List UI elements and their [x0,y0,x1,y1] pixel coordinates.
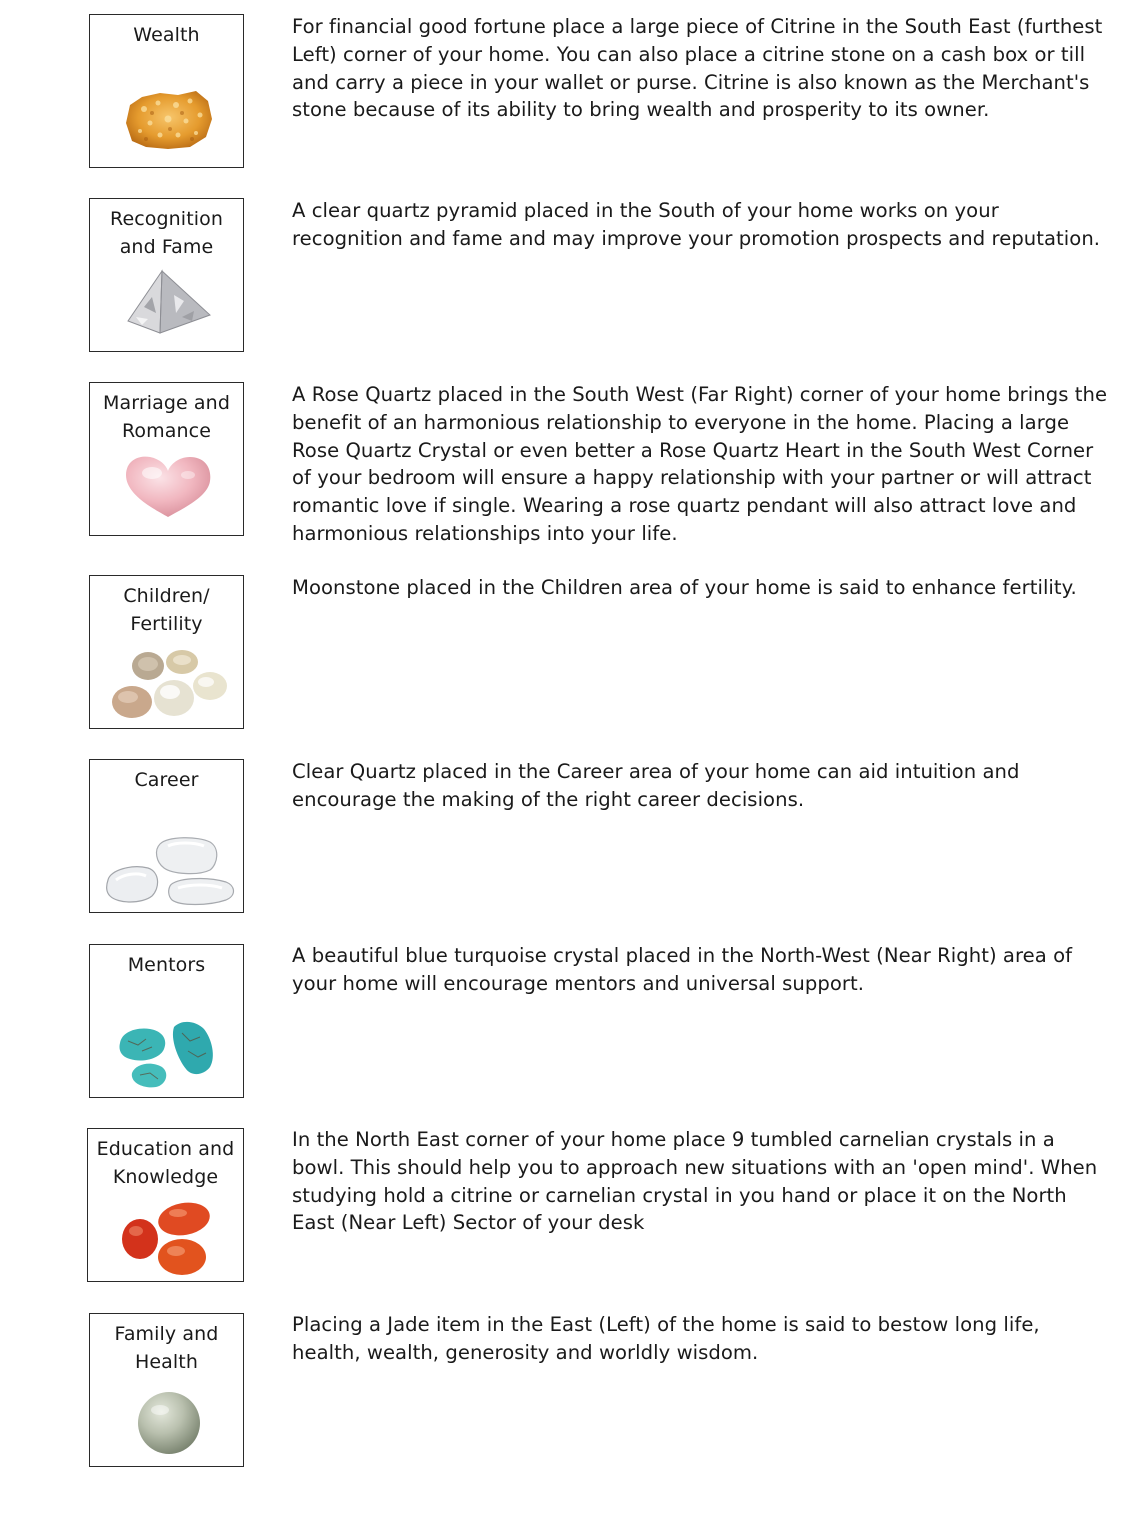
card-career [89,759,244,913]
card-title: Marriage and Romance [103,392,230,442]
description-recognition-fame: A clear quartz pyramid placed in the South of your home works on your recognition and fame and may improve your promotion prospects and reputation. [292,199,1101,250]
rose-quartz-heart-icon [120,451,216,523]
moonstones-icon [106,642,230,726]
card-children-fertility [89,575,244,729]
card-title: Children/ Fertility [123,585,210,635]
description-family-health: Placing a Jade item in the East (Left) of the home is said to bestow long life, health, wealth, generosity and worldly wisdom. [292,1313,1040,1364]
card-mentors [89,944,244,1098]
description-education-knowledge: In the North East corner of your home place 9 tumbled carnelian crystals in a bowl. This should help you to approach new situations with an 'open mind'. When studying hold a citrine or carnelian crystal in you hand or place it on the North East (Near Left) Sector of your desk [292,1128,1098,1235]
description-marriage-romance: A Rose Quartz placed in the South West (Far Right) corner of your home brings the benefit of an harmonious relationship to everyone in the home. Placing a large Rose Quartz Crystal or even better a Rose Quartz Heart in the South West Corner of your bedroom will ensure a happy relationship with your partner or will attract romantic love if single. Wearing a rose quartz pendant will also attract love and harmonious relationships into your life. [292,383,1108,545]
quartz-pyramid-icon [122,267,214,339]
description-career: Clear Quartz placed in the Career area of your home can aid intuition and encourage the making of the right career decisions. [292,760,1020,811]
card-family-health [89,1313,244,1467]
card-education-knowledge [87,1128,244,1282]
description-wealth: For financial good fortune place a large piece of Citrine in the South East (furthest Left) corner of your home. You can also place a citrine stone on a cash box or till and carry a piece in your wallet or purse. Citrine is also known as the Merchant's stone because of its ability to bring wealth and prosperity to its owner. [292,15,1103,122]
card-marriage-romance [89,382,244,536]
card-wealth [89,14,244,168]
card-title: Education and Knowledge [96,1138,235,1188]
card-title: Recognition and Fame [110,208,223,258]
description-mentors: A beautiful blue turquoise crystal placed in the North-West (Near Right) area of your home will encourage mentors and universal support. [292,944,1073,995]
card-title: Mentors [127,954,206,976]
clear-quartz-tumbled-icon [102,836,238,910]
card-title: Career [134,769,199,791]
card-recognition-fame [89,198,244,352]
citrine-cluster-icon [120,83,216,155]
description-children-fertility: Moonstone placed in the Children area of your home is said to enhance fertility. [292,576,1077,599]
turquoise-stones-icon [112,1017,224,1093]
card-title: Family and Health [114,1323,219,1373]
carnelian-stones-icon [118,1199,218,1279]
jade-sphere-icon [136,1390,202,1456]
card-title: Wealth [133,24,200,46]
